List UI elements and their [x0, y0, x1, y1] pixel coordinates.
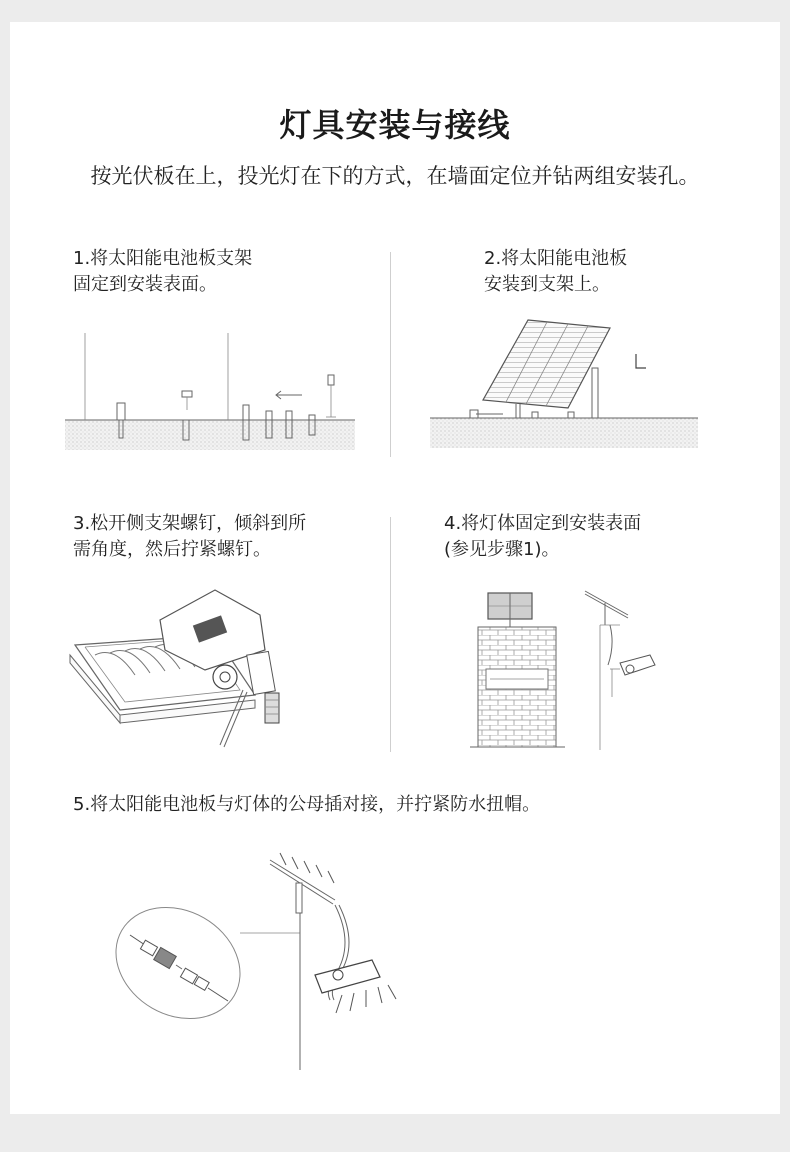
step-5-text: [73, 792, 540, 818]
step-2-text: [484, 246, 627, 298]
step-1-line-2: 固定到安装表面。: [73, 274, 217, 295]
divider-top: [390, 252, 391, 457]
step-3-illustration: [65, 575, 295, 755]
page-subtitle: 按光伏板在上，投光灯在下的方式，在墙面定位并钻两组安装孔。: [90, 164, 700, 188]
divider-middle: [390, 517, 391, 752]
step-5-illustration: [110, 845, 420, 1075]
page-title: 灯具安装与接线: [279, 106, 511, 144]
step-2-illustration: [428, 318, 703, 453]
step-5-line-1: 5.将太阳能电池板与灯体的公母插对接，并拧紧防水扭帽。: [73, 794, 541, 815]
step-4-line-1: 4.将灯体固定到安装表面: [444, 513, 642, 534]
step-3-line-2: 需角度，然后拧紧螺钉。: [73, 539, 271, 560]
step-4-line-2: (参见步骤1)。: [444, 539, 560, 560]
step-4-text: [444, 511, 641, 563]
step-3-line-1: 3.松开侧支架螺钉，倾斜到所: [73, 513, 307, 534]
step-2-line-1: 2.将太阳能电池板: [484, 248, 628, 269]
step-1-line-1: 1.将太阳能电池板支架: [73, 248, 253, 269]
step-3-text: [73, 511, 306, 563]
step-4-illustration: [470, 585, 670, 755]
step-2-line-2: 安装到支架上。: [484, 274, 610, 295]
step-1-illustration: [60, 325, 360, 455]
step-1-text: [73, 246, 252, 298]
